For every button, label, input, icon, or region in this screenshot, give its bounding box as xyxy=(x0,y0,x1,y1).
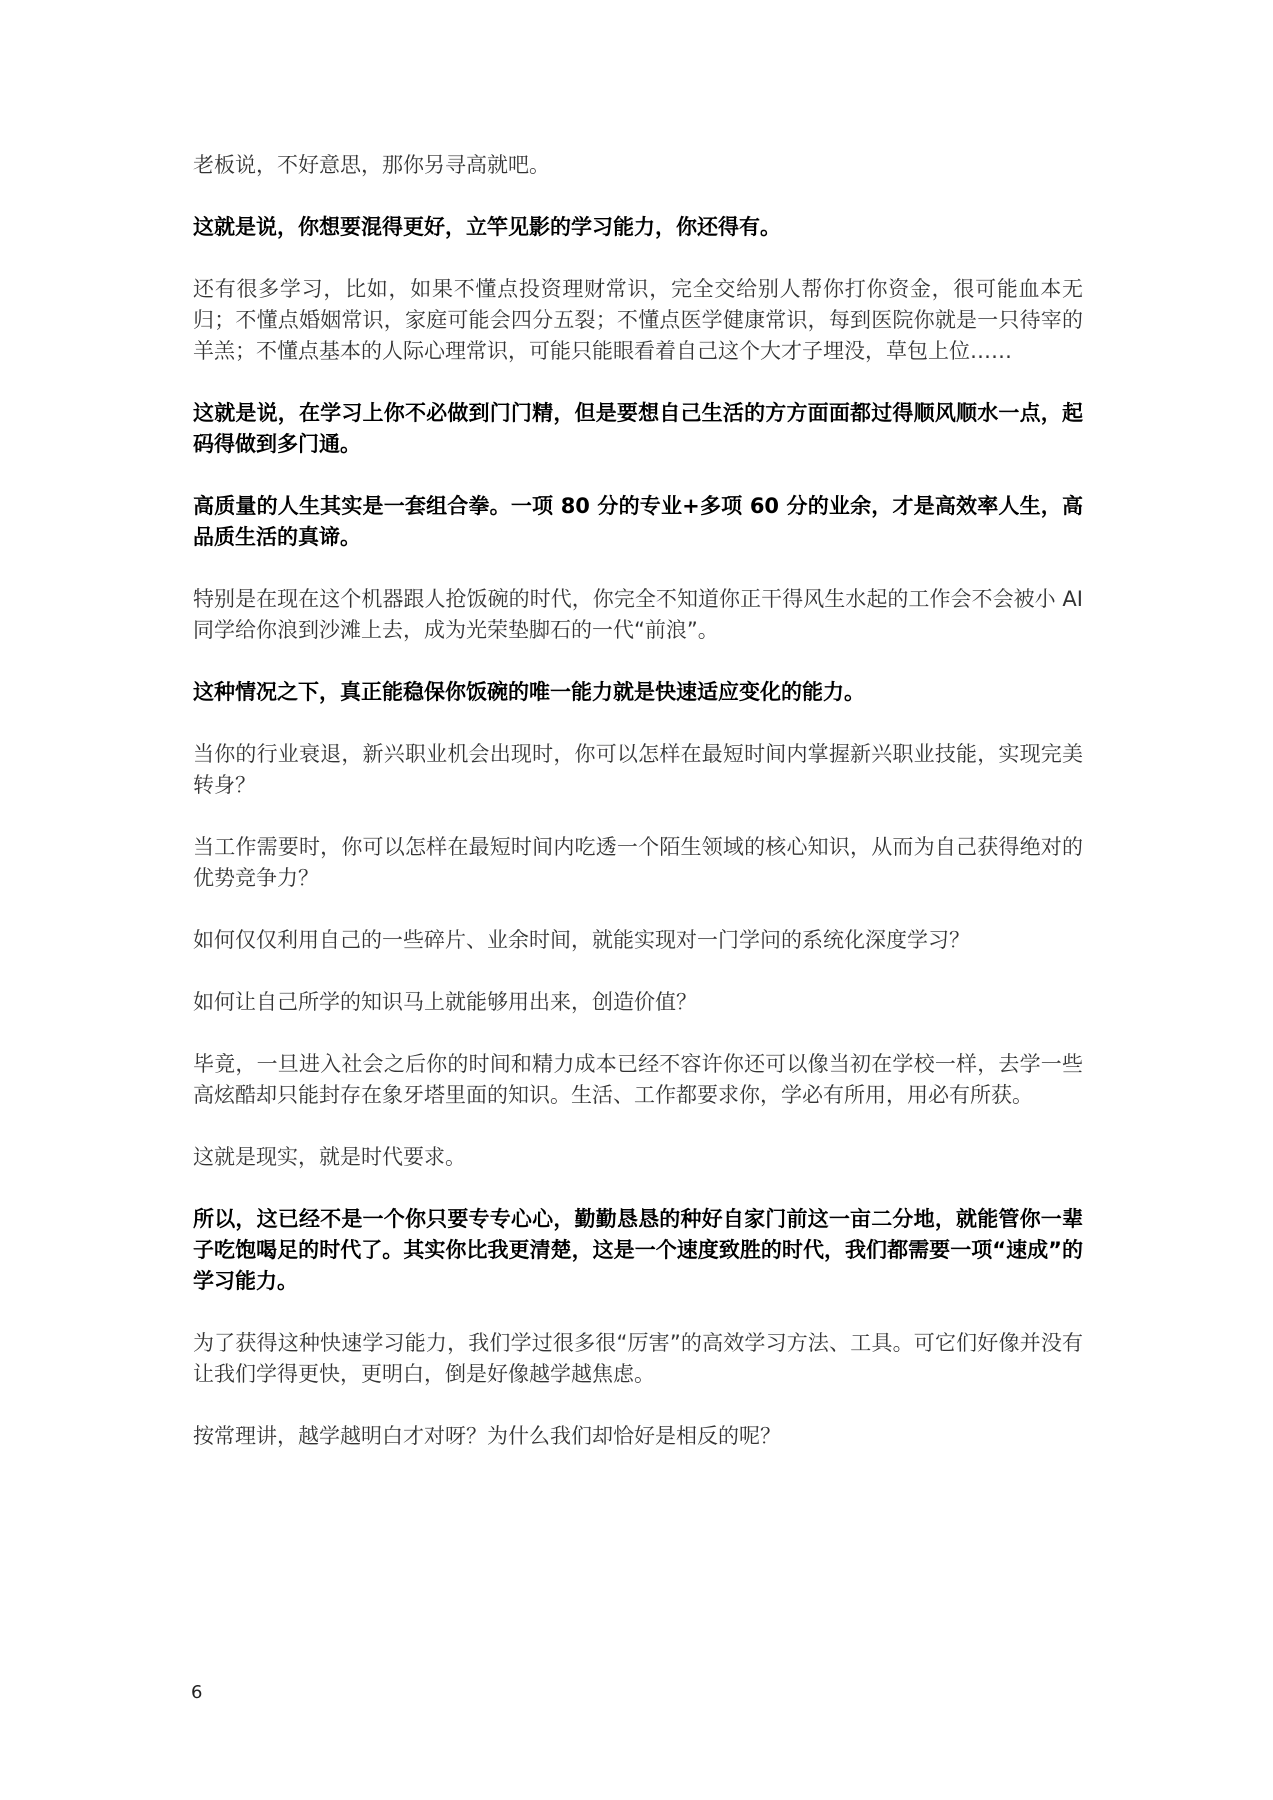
paragraph: 如何让自己所学的知识马上就能够用出来，创造价值？ xyxy=(193,990,697,1014)
paragraph: 如何仅仅利用自己的一些碎片、业余时间，就能实现对一门学问的系统化深度学习？ xyxy=(193,928,970,952)
bold-paragraph: 所以，这已经不是一个你只要专专心心，勤勤恳恳的种好自家门前这一亩二分地，就能管你一辈子吃饱喝足的时代了。其实你比我更清楚，这是一个速度致胜的时代，我们都需要一项“速成”的学习能力。 xyxy=(193,1207,1083,1293)
paragraph: 特别是在现在这个机器跟人抢饭碗的时代，你完全不知道你正干得风生水起的工作会不会被小 AI 同学给你浪到沙滩上去，成为光荣垫脚石的一代“前浪”。 xyxy=(193,587,1083,642)
paragraph: 老板说，不好意思，那你另寻高就吧。 xyxy=(193,153,550,177)
bold-paragraph: 这种情况之下，真正能稳保你饭碗的唯一能力就是快速适应变化的能力。 xyxy=(193,680,865,704)
bold-paragraph: 这就是说，你想要混得更好，立竿见影的学习能力，你还得有。 xyxy=(193,215,781,239)
paragraph: 毕竟，一旦进入社会之后你的时间和精力成本已经不容许你还可以像当初在学校一样，去学一些高炫酷却只能封存在象牙塔里面的知识。生活、工作都要求你，学必有所用，用必有所获。 xyxy=(193,1052,1083,1107)
bold-paragraph: 这就是说，在学习上你不必做到门门精，但是要想自己生活的方方面面都过得顺风顺水一点，起码得做到多门通。 xyxy=(193,401,1083,456)
document-body xyxy=(193,150,1083,1483)
paragraph: 还有很多学习，比如，如果不懂点投资理财常识，完全交给别人帮你打你资金，很可能血本无归；不懂点婚姻常识，家庭可能会四分五裂；不懂点医学健康常识，每到医院你就是一只待宰的羊羔；不懂点基本的人际心理常识，可能只能眼看着自己这个大才子埋没，草包上位…… xyxy=(193,277,1083,363)
paragraph: 当你的行业衰退，新兴职业机会出现时，你可以怎样在最短时间内掌握新兴职业技能，实现完美转身？ xyxy=(193,742,1083,797)
page-number: 6 xyxy=(191,1682,203,1703)
paragraph: 为了获得这种快速学习能力，我们学过很多很“厉害”的高效学习方法、工具。可它们好像并没有让我们学得更快，更明白，倒是好像越学越焦虑。 xyxy=(193,1331,1083,1386)
paragraph: 按常理讲，越学越明白才对呀？为什么我们却恰好是相反的呢？ xyxy=(193,1424,781,1448)
bold-paragraph: 高质量的人生其实是一套组合拳。一项 80 分的专业+多项 60 分的业余，才是高效率人生，高品质生活的真谛。 xyxy=(193,494,1083,549)
paragraph: 当工作需要时，你可以怎样在最短时间内吃透一个陌生领域的核心知识，从而为自己获得绝对的优势竞争力？ xyxy=(193,835,1083,890)
paragraph: 这就是现实，就是时代要求。 xyxy=(193,1145,466,1169)
